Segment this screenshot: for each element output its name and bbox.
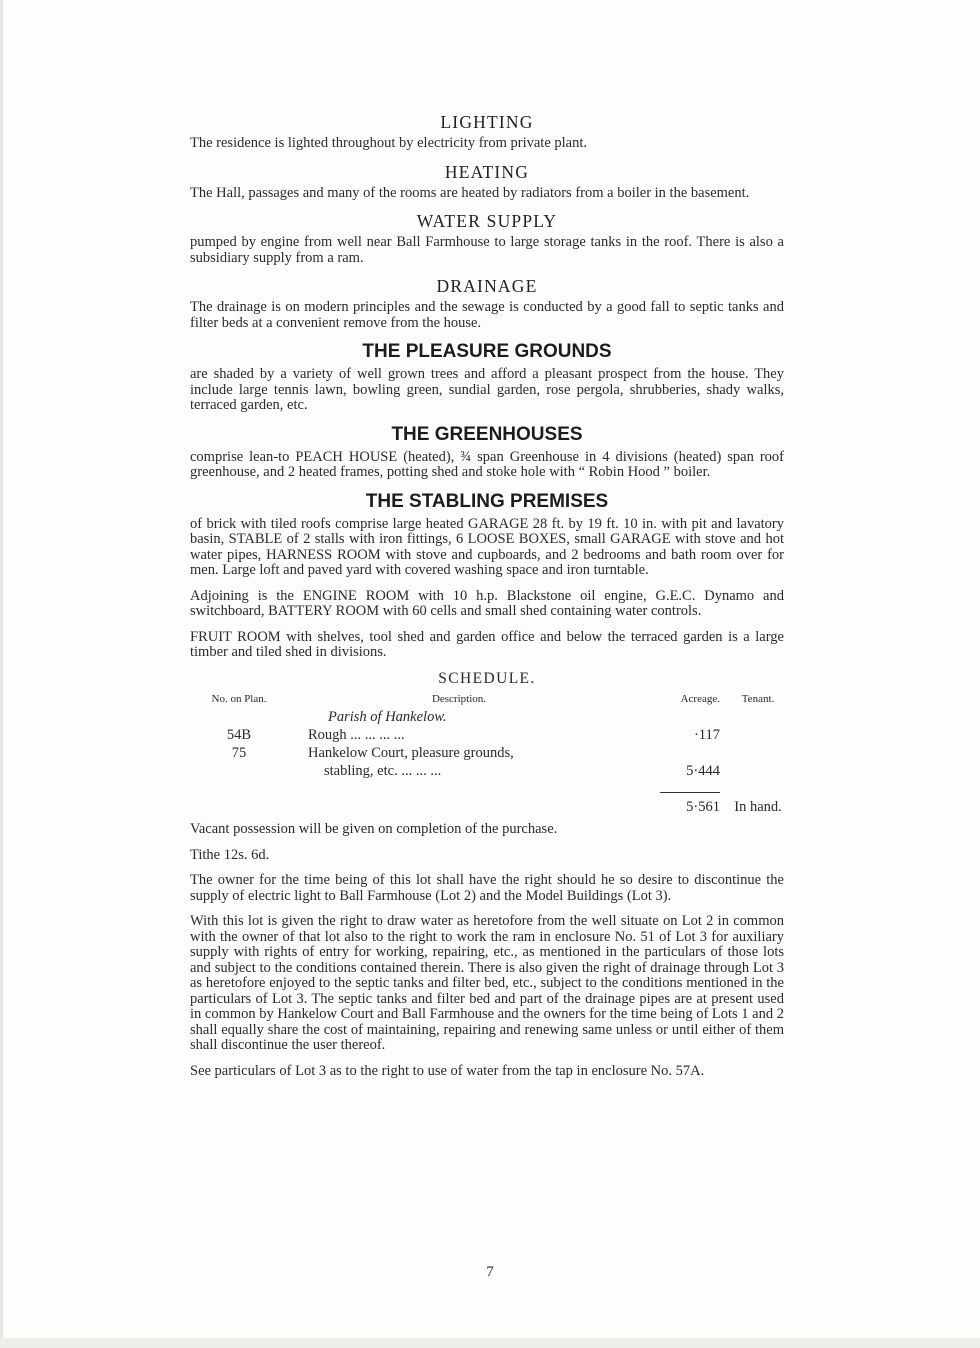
schedule-cell-description: Hankelow Court, pleasure grounds, — [308, 745, 514, 761]
schedule-cell-description: stabling, etc. ... ... ... — [324, 763, 442, 779]
schedule-header-acreage: Acreage. — [680, 693, 720, 705]
schedule-cell-acreage: 5·444 — [686, 763, 720, 779]
total-rule — [660, 792, 720, 793]
water-supply-text: pumped by engine from well near Ball Farmhouse to large storage tanks in the roof. There is also a subsidiary supply from a ram. — [190, 234, 784, 266]
schedule-total-tenant: In hand. — [734, 799, 782, 815]
schedule-header-tenant: Tenant. — [741, 693, 775, 705]
schedule-cell-acreage: ·117 — [693, 727, 720, 743]
schedule-cell-plan: 75 — [231, 745, 247, 761]
document-page — [190, 112, 784, 1089]
schedule-total-acreage: 5·561 — [686, 799, 720, 815]
schedule-cell-tenant — [732, 726, 784, 744]
drainage-text: The drainage is on modern principles and the sewage is conducted by a good fall to septic tanks and filter beds at a convenient remove from the house. — [190, 299, 784, 331]
stabling-text-3: FRUIT ROOM with shelves, tool shed and garden office and below the terraced garden is a large timber and tiled shed in divisions. — [190, 628, 784, 660]
table-row — [190, 744, 784, 762]
heading-heating: HEATING — [444, 161, 530, 182]
greenhouses-text: comprise lean-to PEACH HOUSE (heated), ¾ span Greenhouse in 4 divisions (heated) span roof greenhouse, and 2 heated frames, potting shed and stoke hole with “ Robin Hood ” boiler. — [190, 448, 784, 480]
schedule-title: SCHEDULE. — [438, 669, 536, 687]
table-row — [190, 762, 784, 780]
schedule-cell-tenant — [732, 762, 784, 780]
page-left-edge — [0, 0, 3, 1348]
heading-lighting: LIGHTING — [440, 112, 534, 132]
schedule-cell-plan — [190, 762, 288, 780]
schedule-cell-acreage — [630, 744, 732, 762]
schedule-parish: Parish of Hankelow. — [328, 709, 447, 725]
stabling-text-2: Adjoining is the ENGINE ROOM with 10 h.p. Blackstone oil engine, G.E.C. Dynamo and switchboard, BATTERY ROOM with 60 cells and small shed containing water controls. — [190, 587, 784, 619]
heading-stabling: THE STABLING PREMISES — [365, 490, 609, 512]
vacant-possession-text: Vacant possession will be given on completion of the purchase. — [190, 821, 558, 837]
schedule-header-description: Description. — [431, 693, 487, 705]
water-right-text: With this lot is given the right to draw water as heretofore from the well situate on Lot 2 in common with the owner of that lot also to the right to work the ram in enclosure No. 51 of Lot 3 for auxiliary supply with rights of entry for working, repairing, etc., as mentioned in the particulars of those lots and subject to the conditions contained therein. There is also given the right of drainage through Lot 3 as heretofore enjoyed to the septic tanks and filter bed, etc., subject to the conditions mentioned in the particulars of Lot 3. The septic tanks and filter bed and part of the drainage pipes are at present used in common by Hankelow Court and Ball Farmhouse and the owners for the time being of Lots 1 and 2 shall equally share the cost of maintaining, repairing and renewing same unless or until either of them shall discontinue the user thereof. — [190, 913, 784, 1053]
pleasure-grounds-text: are shaded by a variety of well grown trees and afford a pleasant prospect from the house. They include large tennis lawn, bowling green, sundial garden, rose pergola, shrubberies, shady walks, terraced garden, etc. — [190, 366, 784, 413]
schedule-parish-row — [190, 708, 784, 726]
heading-water-supply: WATER SUPPLY — [416, 211, 558, 231]
heading-greenhouses: THE GREENHOUSES — [391, 423, 583, 445]
see-particulars-text: See particulars of Lot 3 as to the right to use of water from the tap in enclosure No. 57A. — [190, 1062, 705, 1079]
schedule-header-plan: No. on Plan. — [211, 693, 267, 705]
schedule-cell-plan: 54B — [226, 727, 252, 743]
page-bottom-edge — [0, 1338, 980, 1348]
page-number: 7 — [486, 1264, 494, 1280]
schedule-cell-description: Rough ... ... ... ... — [308, 727, 405, 743]
owner-text: The owner for the time being of this lot shall have the right should he so desire to discontinue the supply of electric light to Ball Farmhouse (Lot 2) and the Model Buildings (Lot 3). — [190, 872, 784, 904]
heading-pleasure-grounds: THE PLEASURE GROUNDS — [362, 341, 612, 362]
schedule-cell-tenant — [732, 744, 784, 762]
heating-text: The Hall, passages and many of the rooms are heated by radiators from a boiler in the basement. — [190, 184, 750, 201]
heading-drainage: DRAINAGE — [436, 276, 538, 296]
schedule-header-row — [190, 690, 784, 708]
schedule-table — [190, 690, 784, 816]
lighting-text: The residence is lighted throughout by electricity from private plant. — [190, 135, 588, 151]
stabling-text-1: of brick with tiled roofs comprise large heated GARAGE 28 ft. by 19 ft. 10 in. with pit and lavatory basin, STABLE of 2 stalls with iron fittings, 6 LOOSE BOXES, small GARAGE with stove and hot water pipes, HARNESS ROOM with stove and cupboards, and 2 bedrooms and bath room over for men. Large loft and paved yard with covered washing space and iron turntable. — [190, 515, 784, 578]
schedule-total-row — [190, 780, 784, 816]
tithe-text: Tithe 12s. 6d. — [190, 846, 270, 863]
table-row — [190, 726, 784, 744]
